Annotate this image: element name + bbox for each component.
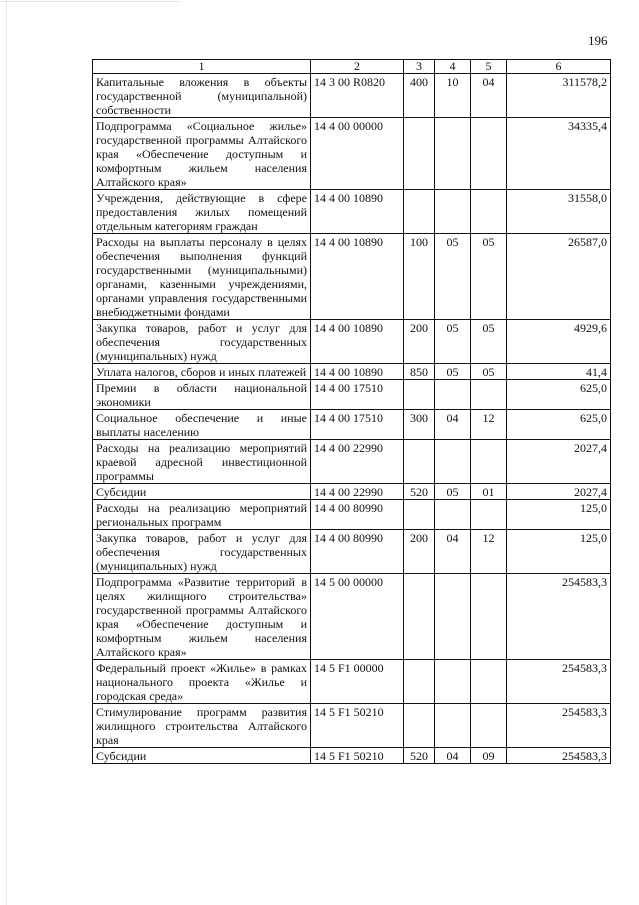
row-subsection: 05 [471, 234, 507, 320]
row-section [435, 500, 471, 530]
row-section [435, 440, 471, 484]
budget-table [92, 59, 611, 764]
row-subsection [471, 118, 507, 190]
row-name: Уплата налогов, сборов и иных платежей [93, 364, 311, 380]
row-amount: 254583,3 [507, 574, 611, 660]
row-code: 14 4 00 22990 [311, 484, 404, 500]
row-section [435, 574, 471, 660]
row-name: Субсидии [93, 484, 311, 500]
row-name: Закупка товаров, работ и услуг для обеспечения государственных (муниципальных) нужд [93, 530, 311, 574]
row-section: 05 [435, 484, 471, 500]
row-expense-type [404, 118, 435, 190]
row-expense-type [404, 440, 435, 484]
row-amount: 625,0 [507, 380, 611, 410]
row-code: 14 4 00 10890 [311, 190, 404, 234]
row-expense-type [404, 190, 435, 234]
row-name: Расходы на реализацию мероприятий региональных программ [93, 500, 311, 530]
row-section: 04 [435, 410, 471, 440]
row-subsection: 05 [471, 320, 507, 364]
row-expense-type [404, 500, 435, 530]
table-row [93, 530, 611, 574]
row-subsection [471, 574, 507, 660]
column-header: 1 [93, 60, 311, 74]
table-row [93, 704, 611, 748]
row-subsection: 09 [471, 748, 507, 764]
row-amount: 254583,3 [507, 660, 611, 704]
row-code: 14 3 00 R0820 [311, 74, 404, 118]
row-section [435, 704, 471, 748]
table-row [93, 380, 611, 410]
row-subsection: 05 [471, 364, 507, 380]
row-expense-type: 300 [404, 410, 435, 440]
row-expense-type [404, 574, 435, 660]
row-code: 14 5 F1 00000 [311, 660, 404, 704]
row-expense-type: 200 [404, 530, 435, 574]
table-row [93, 74, 611, 118]
row-code: 14 4 00 80990 [311, 530, 404, 574]
row-subsection [471, 190, 507, 234]
row-amount: 125,0 [507, 530, 611, 574]
row-code: 14 5 F1 50210 [311, 704, 404, 748]
row-subsection: 12 [471, 530, 507, 574]
row-expense-type: 400 [404, 74, 435, 118]
row-amount: 254583,3 [507, 748, 611, 764]
row-code: 14 4 00 10890 [311, 364, 404, 380]
row-amount: 311578,2 [507, 74, 611, 118]
row-section: 04 [435, 748, 471, 764]
table-row [93, 484, 611, 500]
row-name: Подпрограмма «Социальное жилье» государственной программы Алтайского края «Обеспечение доступным и комфортным жильем населения Алтайского края» [93, 118, 311, 190]
row-code: 14 4 00 17510 [311, 380, 404, 410]
scan-top-line [0, 1, 180, 2]
row-amount: 34335,4 [507, 118, 611, 190]
row-subsection [471, 440, 507, 484]
row-amount: 125,0 [507, 500, 611, 530]
table-row [93, 234, 611, 320]
row-subsection: 01 [471, 484, 507, 500]
column-header: 5 [471, 60, 507, 74]
column-header: 3 [404, 60, 435, 74]
row-name: Социальное обеспечение и иные выплаты населению [93, 410, 311, 440]
row-section [435, 380, 471, 410]
row-amount: 2027,4 [507, 484, 611, 500]
row-expense-type [404, 704, 435, 748]
row-section [435, 190, 471, 234]
row-subsection [471, 660, 507, 704]
row-subsection [471, 380, 507, 410]
row-section: 04 [435, 530, 471, 574]
table-row [93, 748, 611, 764]
column-header: 4 [435, 60, 471, 74]
row-name: Премии в области национальной экономики [93, 380, 311, 410]
row-section [435, 660, 471, 704]
row-amount: 254583,3 [507, 704, 611, 748]
table-row [93, 574, 611, 660]
row-amount: 31558,0 [507, 190, 611, 234]
row-amount: 26587,0 [507, 234, 611, 320]
row-name: Закупка товаров, работ и услуг для обеспечения государственных (муниципальных) нужд [93, 320, 311, 364]
page-number: 196 [588, 33, 608, 48]
row-code: 14 4 00 17510 [311, 410, 404, 440]
row-amount: 4929,6 [507, 320, 611, 364]
row-name: Подпрограмма «Развитие территорий в целях жилищного строительства» государственной программы Алтайского края «Обеспечение доступным и комфортным жильем населения Алтайского края» [93, 574, 311, 660]
row-code: 14 4 00 10890 [311, 320, 404, 364]
row-code: 14 5 F1 50210 [311, 748, 404, 764]
row-expense-type: 850 [404, 364, 435, 380]
row-amount: 625,0 [507, 410, 611, 440]
row-amount: 2027,4 [507, 440, 611, 484]
scan-edge-line [6, 0, 7, 905]
table-row [93, 118, 611, 190]
table-row [93, 190, 611, 234]
row-name: Стимулирование программ развития жилищного строительства Алтайского края [93, 704, 311, 748]
row-section: 05 [435, 364, 471, 380]
row-subsection [471, 500, 507, 530]
row-section: 05 [435, 320, 471, 364]
table-row [93, 500, 611, 530]
row-expense-type: 520 [404, 748, 435, 764]
table-row [93, 364, 611, 380]
table-row [93, 660, 611, 704]
table-row [93, 440, 611, 484]
row-code: 14 5 00 00000 [311, 574, 404, 660]
row-code: 14 4 00 10890 [311, 234, 404, 320]
row-section: 05 [435, 234, 471, 320]
row-section: 10 [435, 74, 471, 118]
row-subsection: 04 [471, 74, 507, 118]
column-header: 6 [507, 60, 611, 74]
row-subsection: 12 [471, 410, 507, 440]
table-body [93, 74, 611, 764]
table-row [93, 320, 611, 364]
table-row [93, 410, 611, 440]
row-name: Расходы на реализацию мероприятий краевой адресной инвестиционной программы [93, 440, 311, 484]
row-amount: 41,4 [507, 364, 611, 380]
row-code: 14 4 00 00000 [311, 118, 404, 190]
row-name: Капитальные вложения в объекты государственной (муниципальной) собственности [93, 74, 311, 118]
row-subsection [471, 704, 507, 748]
row-expense-type [404, 380, 435, 410]
row-expense-type: 200 [404, 320, 435, 364]
row-section [435, 118, 471, 190]
row-code: 14 4 00 80990 [311, 500, 404, 530]
table-header-row [93, 60, 611, 74]
column-header: 2 [311, 60, 404, 74]
row-expense-type [404, 660, 435, 704]
row-expense-type: 100 [404, 234, 435, 320]
row-name: Субсидии [93, 748, 311, 764]
row-expense-type: 520 [404, 484, 435, 500]
row-name: Федеральный проект «Жилье» в рамках национального проекта «Жилье и городская среда» [93, 660, 311, 704]
row-name: Учреждения, действующие в сфере предоставления жилых помещений отдельным категориям граждан [93, 190, 311, 234]
row-name: Расходы на выплаты персоналу в целях обеспечения выполнения функций государственными (муниципальными) органами, казенными учреждениями, органами управления государственными внебюджетными фондами [93, 234, 311, 320]
row-code: 14 4 00 22990 [311, 440, 404, 484]
